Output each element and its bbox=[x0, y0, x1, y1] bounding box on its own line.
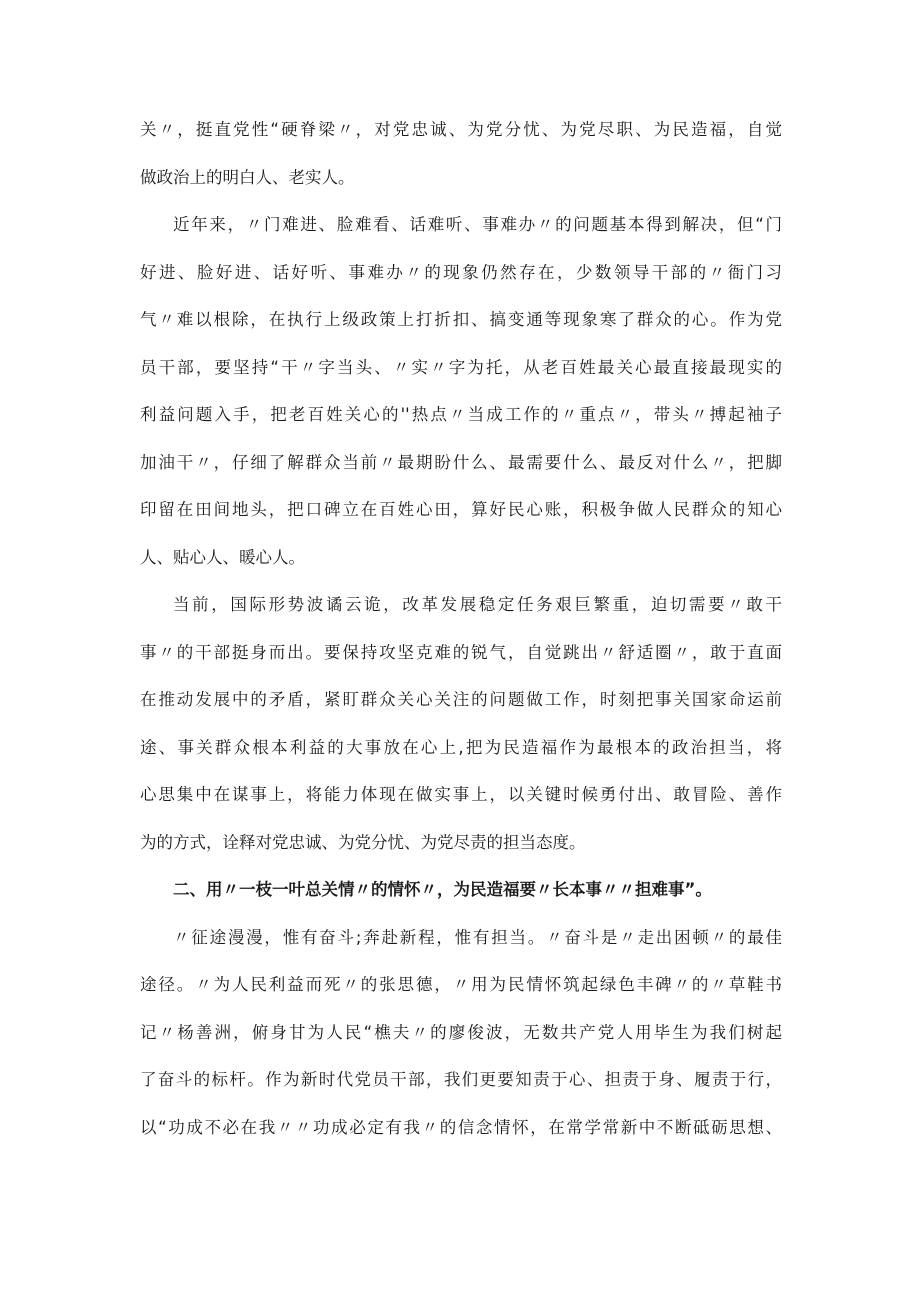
section-heading: 二、用〃一枝一叶总关情〃的情怀〃，为民造福要〃长本事〃〃担难事”。 bbox=[173, 880, 712, 899]
text-line: 事〃的干部挺身而出。要保持攻坚克难的锐气，自觉跳出〃舒适圈〃，敢于直面 bbox=[140, 642, 782, 662]
text-line: 利益问题入手，把老百姓关心的''热点〃当成工作的〃重点〃，带头〃搏起袖子 bbox=[140, 405, 782, 424]
text-line: 人、贴心人、暖心人。 bbox=[140, 547, 305, 567]
text-line: 了奋斗的标杆。作为新时代党员干部，我们更要知责于心、担责于身、履责于行， bbox=[140, 1070, 782, 1089]
text-line: 关〃，挺直党性“硬脊梁〃，对党忠诚、为党分忧、为党尽职、为民造福，自觉 bbox=[140, 120, 782, 139]
text-line: 途、事关群众根本利益的大事放在心上,把为民造福作为最根本的政治担当，将 bbox=[140, 737, 782, 757]
text-line: 做政治上的明白人、老实人。 bbox=[140, 167, 355, 187]
text-line: 记〃杨善洲，俯身甘为人民“樵夫〃的廖俊波，无数共产党人用毕生为我们树起 bbox=[140, 1022, 782, 1042]
text-line: 〃征途漫漫，惟有奋斗;奔赴新程，惟有担当。〃奋斗是〃走出困顿〃的最佳 bbox=[173, 927, 782, 947]
text-line: 当前，国际形势波谲云诡，改革发展稳定任务艰巨繁重，迫切需要〃敢干 bbox=[173, 595, 782, 614]
text-line: 以“功成不必在我〃〃功成必定有我〃的信念情怀，在常学常新中不断砥砺思想、 bbox=[140, 1117, 782, 1137]
text-line: 印留在田间地头，把口碑立在百姓心田，算好民心账，积极争做人民群众的知心 bbox=[140, 500, 782, 519]
text-line: 为的方式，诠释对党忠诚、为党分忧、为党尽责的担当态度。 bbox=[140, 832, 586, 852]
text-line: 心思集中在谋事上，将能力体现在做实事上，以关键时候勇付出、敢冒险、善作 bbox=[140, 785, 782, 804]
document-page bbox=[140, 116, 782, 1161]
text-line: 近年来，〃门难进、脸难看、话难听、事难办〃的问题基本得到解决，但“门 bbox=[173, 215, 782, 234]
text-line: 在推动发展中的矛盾，紧盯群众关心关注的问题做工作，时刻把事关国家命运前 bbox=[140, 690, 782, 709]
text-line: 途径。〃为人民利益而死〃的张思德，〃用为民情怀筑起绿色丰碑〃的〃草鞋书 bbox=[140, 975, 782, 994]
text-line: 员干部，要坚持“干〃字当头、〃实〃字为托，从老百姓最关心最直接最现实的 bbox=[140, 357, 782, 377]
text-line: 好进、脸好进、话好听、事难办〃的现象仍然存在，少数领导干部的〃衙门习 bbox=[140, 262, 782, 282]
text-line: 加油干〃，仔细了解群众当前〃最期盼什么、最需要什么、最反对什么〃，把脚 bbox=[140, 452, 782, 472]
text-line: 气〃难以根除，在执行上级政策上打折扣、搞变通等现象寒了群众的心。作为党 bbox=[140, 310, 782, 329]
